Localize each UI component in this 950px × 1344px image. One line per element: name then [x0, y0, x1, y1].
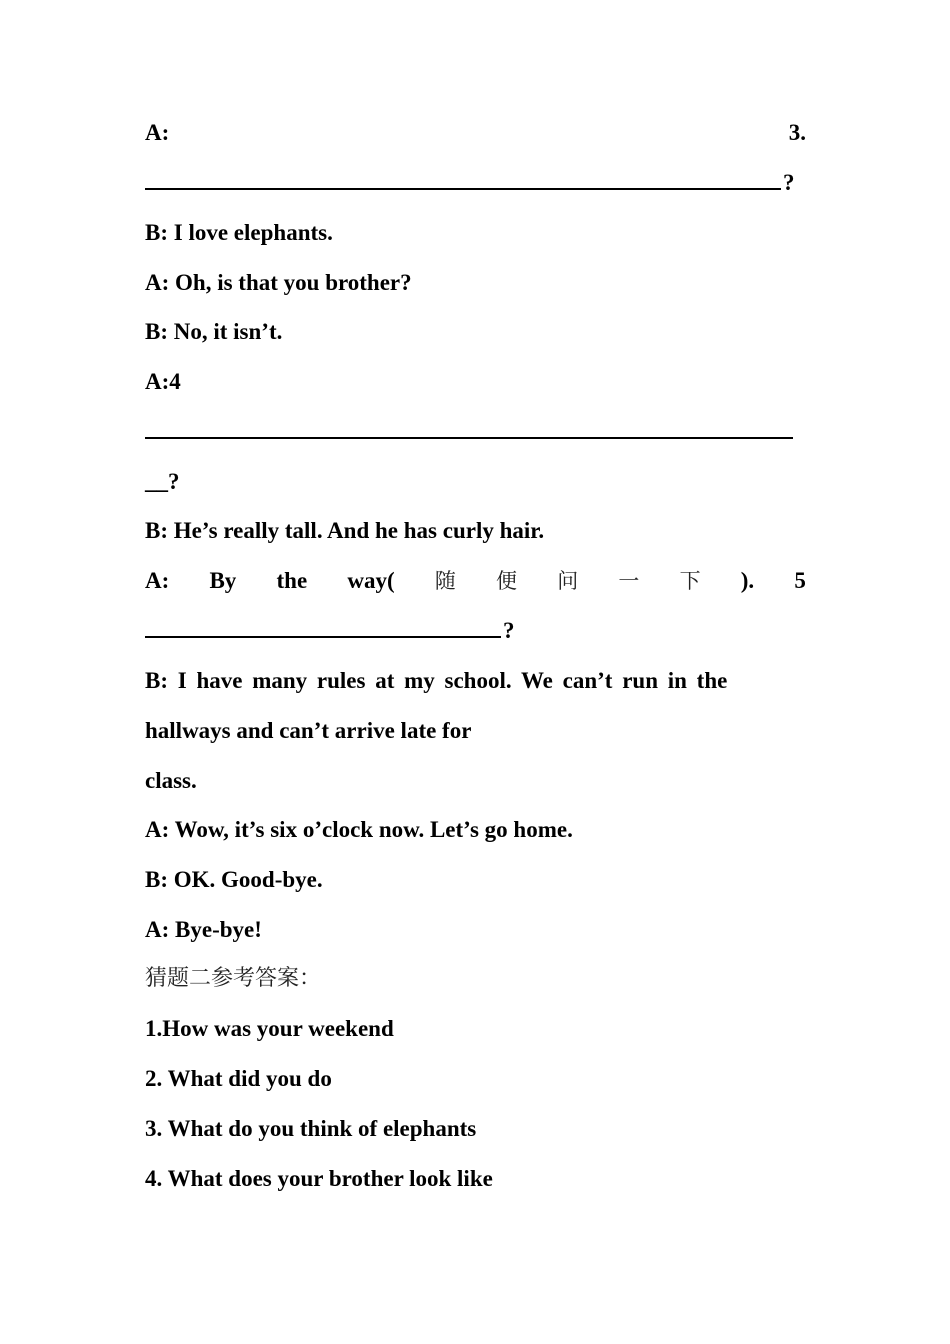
justified-text: B: I have many rules at my school. We can’t run in the [145, 668, 728, 693]
question-mark: ? [783, 170, 795, 195]
word: way( [347, 568, 395, 593]
dialogue-line: A: Wow, it’s six o’clock now. Let’s go home. [145, 817, 573, 842]
answer-item: 2. What did you do [145, 1066, 332, 1091]
word: A: [145, 568, 170, 593]
answer-item: 4. What does your brother look like [145, 1166, 493, 1191]
question-number: 5 [794, 568, 806, 593]
dialogue-line: B: No, it isn’t. [145, 319, 283, 344]
word: 便 [496, 569, 518, 593]
answers-heading: 猜题二参考答案： [145, 966, 322, 991]
answer-item: 1.How was your weekend [145, 1016, 394, 1041]
word: 问 [557, 569, 579, 593]
answer-blank-5 [145, 616, 806, 646]
dialogue-line: B: He’s really tall. And he has curly hair. [145, 518, 545, 543]
speaker-label: A: [145, 120, 170, 145]
word: the [276, 568, 308, 593]
word: 随 [434, 569, 456, 593]
question-number: 3. [788, 120, 806, 145]
dialogue-line-a5 [145, 566, 806, 596]
word: 一 [618, 569, 640, 593]
dialogue-line: A: Bye-bye! [145, 917, 262, 942]
dialogue-line-a4: A:4 [145, 369, 181, 394]
dialogue-line: class. [145, 768, 197, 793]
fill-in-blank[interactable] [145, 417, 793, 439]
answer-item: 3. What do you think of elephants [145, 1116, 477, 1141]
dialogue-line: B: I love elephants. [145, 220, 333, 245]
answer-blank-4 [145, 417, 806, 447]
dialogue-line: A: Oh, is that you brother? [145, 270, 412, 295]
fill-in-blank[interactable] [145, 168, 781, 190]
word: By [209, 568, 237, 593]
fill-in-blank[interactable] [145, 616, 501, 638]
dialogue-line: hallways and can’t arrive late for [145, 718, 472, 743]
question-mark: ? [503, 618, 515, 643]
word: 下 [679, 569, 701, 593]
dialogue-line [145, 666, 806, 696]
blank-continuation: __? [145, 469, 180, 494]
dialogue-line: B: OK. Good-bye. [145, 867, 323, 892]
answer-blank-3 [145, 168, 806, 198]
word: ). [740, 568, 755, 593]
dialogue-line-a3 [145, 118, 806, 148]
